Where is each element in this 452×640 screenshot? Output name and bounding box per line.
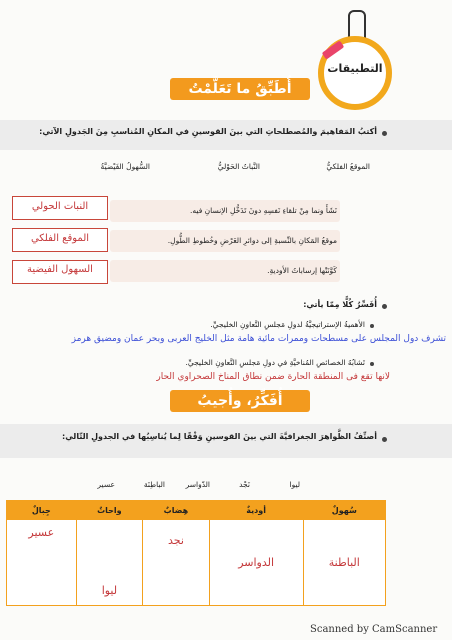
cell-valleys[interactable] (209, 520, 303, 606)
option-2: نَجْد (239, 480, 250, 489)
header-plateaus: هِضابٌ (143, 501, 209, 520)
badge-label: التطبيقات (327, 62, 383, 75)
cell-plateaus[interactable] (143, 520, 209, 606)
cell-plains[interactable] (303, 520, 385, 606)
table-row (7, 520, 386, 606)
section2-instruction: أُفَسِّرُ كُلًّا مِمّا يأتي: (303, 300, 377, 309)
section3-title: أُفَكِّرُ، وأُجيبُ (170, 390, 310, 412)
header-plains: سُهولٌ (303, 501, 385, 520)
cell-answer: الباطنة (328, 556, 360, 569)
question-text: الأهميةُ الإستراتيجيَّةُ لدولِ مَجلسِ التَّعاونِ الخليجيِّ. (210, 320, 365, 329)
cell-answer: ليوا (101, 584, 118, 597)
bullet-icon (370, 324, 374, 328)
table-header-row (7, 501, 386, 520)
classification-table (6, 500, 386, 606)
option-2: النَّباتُ الحَوْليُّ (217, 162, 260, 171)
answer-text: النبات الحولي (31, 201, 89, 212)
option-1: الموقعُ الفلكيُّ (326, 162, 370, 171)
option-3: الدّواسر (185, 480, 210, 489)
answer-text: الموقع الفلكي (30, 233, 90, 244)
bullet-icon (382, 304, 387, 309)
definition-text: موقعُ المَكانِ بالنِّسبةِ إلى دوائرِ العَرْضِ وخُطوطِ الطُّولِ. (167, 236, 337, 245)
cell-oases[interactable] (76, 520, 143, 606)
cell-mountains[interactable] (7, 520, 77, 606)
bullet-icon (382, 131, 387, 136)
answer-text: السهول الفيضية (27, 264, 93, 275)
definition-text: كَوَّنَتْها إرساباتُ الأوديةِ. (267, 266, 337, 275)
cell-answer: عسير (28, 526, 55, 539)
section3-instruction: أصنِّفُ الظَّواهرَ الجغرافيَّةَ التي بينَ القوسينِ وَفْقًا لِما يُناسِبُها في الجدولِ التّالي: (62, 432, 377, 441)
handwritten-answer: لانها تقع فى المنطقة الحارة ضمن نطاق المناخ الصحراوي الحار (156, 372, 390, 382)
cell-answer: الدواسر (238, 556, 275, 569)
header-valleys: أوديةٌ (209, 501, 303, 520)
option-5: عسير (97, 480, 115, 489)
option-3: السُّهولُ الفَيْضيَّةُ (100, 162, 150, 171)
handwritten-answer: تشرف دول المجلس على مسطحات وممرات مائية هامة مثل الخليج العربى وبحر عمان ومضيق هرمز (71, 334, 446, 344)
option-1: ليوا (289, 480, 300, 489)
scanner-watermark: Scanned by CamScanner (310, 624, 438, 635)
section1-instruction: أكتبُ المَفاهيمَ والمُصطلحاتِ التي بينَ القوسينِ في المكانِ المُناسبِ مِنَ الجَدولِ الآتي: (39, 127, 377, 136)
header-mountains: جِبالٌ (7, 501, 77, 520)
bullet-icon (370, 362, 374, 366)
section1-title: أُطَبِّقُ ما تَعَلَّمْتُ (170, 78, 310, 100)
cell-answer: نجد (167, 534, 184, 547)
bullet-icon (382, 437, 387, 442)
header-oases: واحاتٌ (76, 501, 143, 520)
definition-text: نَشَأَ ونما مِنْ تلقاءِ نَفسِهِ دونَ تَدَخُّلِ الإنسانِ فيه. (190, 206, 337, 215)
question-text: تَشابُهُ الخصائصِ المُناخيَّةِ في دولِ مَجلسِ التَّعاونِ الخليجيِّ. (185, 358, 365, 367)
option-4: الباطِنَة (143, 480, 165, 489)
